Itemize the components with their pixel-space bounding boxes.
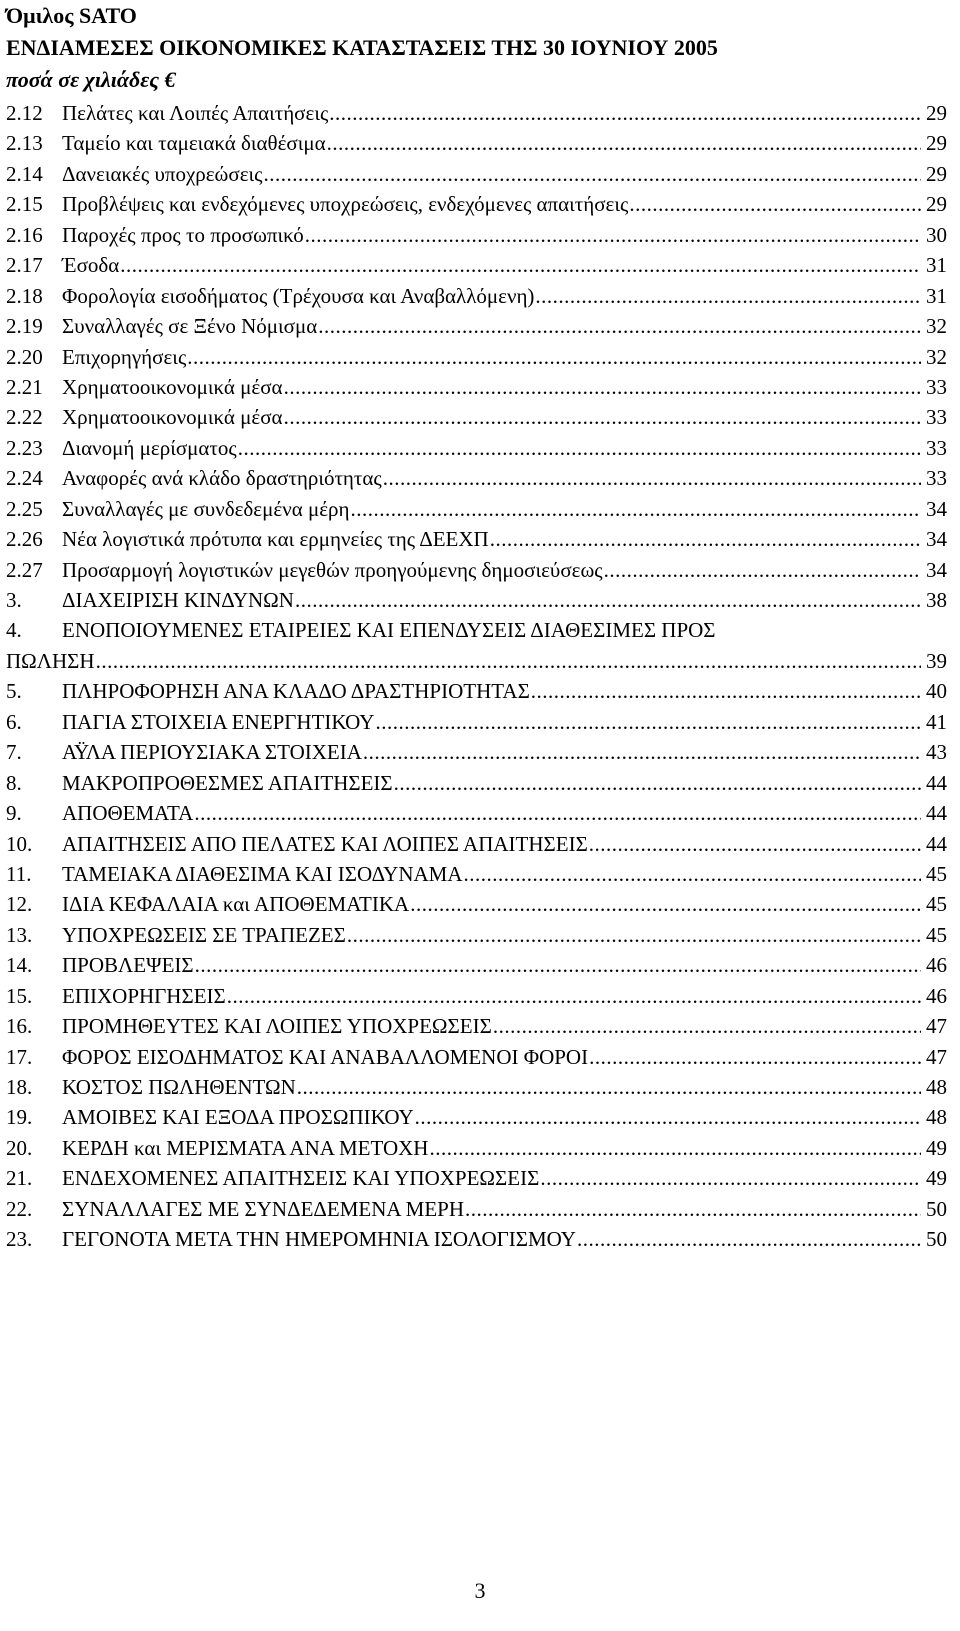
toc-entry-label: Επιχορηγήσεις	[62, 344, 187, 369]
toc-dot-leader	[305, 220, 921, 250]
toc-dot-leader	[493, 1011, 921, 1041]
toc-dot-leader	[120, 250, 921, 280]
toc-entry-page: 39	[926, 648, 947, 673]
toc-entry-label: Προσαρμογή λογιστικών μεγεθών προηγούμενης δημοσιεύσεως	[62, 557, 603, 582]
toc-entry-page: 45	[926, 861, 947, 886]
toc-entry-label: Έσοδα	[62, 253, 120, 278]
toc-entry[interactable]	[6, 859, 947, 889]
toc-entry-label: ΠΡΟΒΛΕΨΕΙΣ	[62, 953, 194, 978]
toc-dot-leader	[577, 1224, 921, 1254]
toc-entry[interactable]	[6, 615, 947, 645]
toc-entry[interactable]	[6, 768, 947, 798]
toc-entry[interactable]	[6, 829, 947, 859]
toc-dot-leader	[589, 829, 921, 859]
toc-dot-leader	[96, 646, 921, 676]
toc-entry-number: 10.	[6, 831, 33, 856]
toc-entry-number: 4.	[6, 618, 22, 643]
toc-dot-leader	[327, 128, 921, 158]
toc-entry-page: 33	[926, 405, 947, 430]
toc-entry-number: 2.27	[6, 557, 43, 582]
toc-entry-page: 50	[926, 1196, 947, 1221]
toc-entry-number: 15.	[6, 983, 33, 1008]
toc-entry-label: ΜΑΚΡΟΠΡΟΘΕΣΜΕΣ ΑΠΑΙΤΗΣΕΙΣ	[62, 770, 393, 795]
toc-entry-number: 21.	[6, 1166, 33, 1191]
toc-entry[interactable]	[6, 189, 947, 219]
company-name: Όμιλος SATO	[6, 3, 137, 28]
toc-dot-leader	[375, 707, 921, 737]
toc-dot-leader	[318, 311, 921, 341]
toc-entry[interactable]	[6, 1011, 947, 1041]
toc-entry-page: 40	[926, 679, 947, 704]
toc-entry-number: 2.22	[6, 405, 43, 430]
toc-dot-leader	[535, 281, 921, 311]
toc-entry-number: 2.24	[6, 466, 43, 491]
toc-entry[interactable]	[6, 98, 947, 128]
toc-entry-page: 43	[926, 740, 947, 765]
toc-dot-leader	[329, 98, 921, 128]
toc-dot-leader	[429, 1133, 921, 1163]
toc-dot-leader	[263, 159, 921, 189]
toc-entry-number: 2.26	[6, 527, 43, 552]
toc-entry-label: Νέα λογιστικά πρότυπα και ερμηνείες της ΔΕΕΧΠ	[62, 527, 489, 552]
toc-entry[interactable]	[6, 220, 947, 250]
toc-dot-leader	[238, 433, 921, 463]
toc-entry-label: ΠΡΟΜΗΘΕΥΤΕΣ ΚΑΙ ΛΟΙΠΕΣ ΥΠΟΧΡΕΩΣΕΙΣ	[62, 1014, 492, 1039]
toc-entry[interactable]	[6, 798, 947, 828]
toc-entry[interactable]	[6, 402, 947, 432]
document-title: ΕΝΔΙΑΜΕΣΕΣ ΟΙΚΟΝΟΜΙΚΕΣ ΚΑΤΑΣΤΑΣΕΙΣ ΤΗΣ 30 ΙΟΥΝΙΟΥ 2005	[6, 35, 718, 60]
toc-entry-number: 23.	[6, 1227, 33, 1252]
toc-entry-label: Ταμείο και ταμειακά διαθέσιμα	[62, 131, 326, 156]
toc-entry-page: 34	[926, 527, 947, 552]
toc-entry[interactable]	[6, 585, 947, 615]
toc-entry[interactable]	[6, 1194, 947, 1224]
toc-entry[interactable]	[6, 524, 947, 554]
toc-entry-label: Φορολογία εισοδήματος (Τρέχουσα και Αναβαλλόμενη)	[62, 283, 535, 308]
toc-entry-page: 49	[926, 1135, 947, 1160]
toc-entry-number: 16.	[6, 1014, 33, 1039]
toc-entry[interactable]	[6, 372, 947, 402]
toc-entry-page: 49	[926, 1166, 947, 1191]
toc-dot-leader	[490, 524, 921, 554]
toc-entry-label-continuation: ΠΩΛΗΣΗ	[6, 648, 95, 673]
toc-entry-label: ΕΝΔΕΧΟΜΕΝΕΣ ΑΠΑΙΤΗΣΕΙΣ ΚΑΙ ΥΠΟΧΡΕΩΣΕΙΣ	[62, 1166, 540, 1191]
toc-entry-label: ΤΑΜΕΙΑΚΑ ΔΙΑΘΕΣΙΜΑ ΚΑΙ ΙΣΟΔΥΝΑΜΑ	[62, 861, 463, 886]
toc-entry[interactable]	[6, 342, 947, 372]
toc-entry-page: 38	[926, 588, 947, 612]
toc-entry-number: 2.23	[6, 435, 43, 460]
toc-entry-label: ΑΜΟΙΒΕΣ ΚΑΙ ΕΞΟΔΑ ΠΡΟΣΩΠΙΚΟΥ	[62, 1105, 414, 1130]
toc-entry-page: 29	[926, 161, 947, 186]
toc-entry[interactable]	[6, 311, 947, 341]
toc-entry-page: 46	[926, 983, 947, 1008]
toc-dot-leader	[227, 981, 921, 1011]
toc-entry-number: 12.	[6, 892, 33, 917]
toc-entry-number: 2.19	[6, 314, 43, 339]
toc-entry-number: 2.16	[6, 222, 43, 247]
toc-entry-label: ΚΕΡΔΗ και ΜΕΡΙΣΜΑΤΑ ΑΝΑ ΜΕΤΟΧΗ	[62, 1135, 429, 1160]
toc-entry-label: ΠΛΗΡΟΦΟΡΗΣΗ ΑΝΑ ΚΛΑΔΟ ΔΡΑΣΤΗΡΙΟΤΗΤΑΣ	[62, 679, 530, 704]
toc-entry[interactable]	[6, 463, 947, 493]
toc-entry-label: Διανομή μερίσματος	[62, 435, 237, 460]
toc-entry[interactable]	[6, 281, 947, 311]
toc-entry-label: ΑΠΟΘΕΜΑΤΑ	[62, 801, 194, 826]
toc-entry-page: 29	[926, 192, 947, 217]
toc-entry-number: 18.	[6, 1075, 33, 1099]
toc-entry-number: 7.	[6, 740, 22, 765]
toc-entry-label: Χρηματοοικονομικά μέσα	[62, 374, 283, 399]
toc-entry[interactable]	[6, 889, 947, 919]
toc-entry-label: ΔΙΑΧΕΙΡΙΣΗ ΚΙΝΔΥΝΩΝ	[62, 588, 294, 612]
toc-entry[interactable]	[6, 981, 947, 1011]
toc-entry-page: 47	[926, 1044, 947, 1069]
toc-entry-page: 32	[926, 314, 947, 339]
toc-dot-leader	[383, 463, 921, 493]
toc-entry[interactable]	[6, 676, 947, 706]
toc-entry-label: ΠΑΓΙΑ ΣΤΟΙΧΕΙΑ ΕΝΕΡΓΗΤΙΚΟΥ	[62, 709, 375, 734]
toc-entry-page: 31	[926, 283, 947, 308]
toc-entry-label: ΕΠΙΧΟΡΗΓΗΣΕΙΣ	[62, 983, 226, 1008]
toc-dot-leader	[589, 1042, 921, 1072]
toc-entry[interactable]	[6, 707, 947, 737]
toc-entry-number: 17.	[6, 1044, 33, 1069]
toc-entry-label: Συναλλαγές με συνδεδεμένα μέρη	[62, 496, 350, 521]
toc-entry-continuation[interactable]	[6, 646, 947, 676]
toc-entry-number: 2.25	[6, 496, 43, 521]
toc-entry-number: 14.	[6, 953, 33, 978]
toc-entry-page: 34	[926, 557, 947, 582]
toc-dot-leader	[284, 402, 921, 432]
toc-entry-page: 29	[926, 131, 947, 156]
toc-dot-leader	[415, 1102, 921, 1132]
page-number: 3	[474, 1578, 486, 1603]
toc-entry-number: 2.14	[6, 161, 43, 186]
toc-dot-leader	[187, 342, 921, 372]
toc-entry[interactable]	[6, 1072, 947, 1102]
toc-entry-label: ΚΟΣΤΟΣ ΠΩΛΗΘΕΝΤΩΝ	[62, 1075, 296, 1099]
toc-entry-number: 22.	[6, 1196, 33, 1221]
toc-entry-label: ΙΔΙΑ ΚΕΦΑΛΑΙΑ και ΑΠΟΘΕΜΑΤΙΚΑ	[62, 892, 410, 917]
toc-dot-leader	[284, 372, 921, 402]
toc-entry-number: 5.	[6, 679, 22, 704]
toc-entry-label: ΥΠΟΧΡΕΩΣΕΙΣ ΣΕ ΤΡΑΠΕΖΕΣ	[62, 922, 346, 947]
toc-entry-number: 2.13	[6, 131, 43, 156]
toc-entry-number: 20.	[6, 1135, 33, 1160]
document-header	[6, 0, 946, 96]
toc-dot-leader	[347, 920, 921, 950]
toc-entry[interactable]	[6, 555, 947, 585]
toc-entry-page: 48	[926, 1105, 947, 1130]
toc-entry[interactable]	[6, 737, 947, 767]
toc-entry[interactable]	[6, 433, 947, 463]
toc-entry-number: 2.17	[6, 253, 43, 278]
toc-dot-leader	[531, 676, 921, 706]
toc-entry-page: 34	[926, 496, 947, 521]
toc-entry[interactable]	[6, 250, 947, 280]
toc-entry-page: 46	[926, 953, 947, 978]
toc-entry-number: 13.	[6, 922, 33, 947]
toc-entry-page: 32	[926, 344, 947, 369]
toc-entry-label: Προβλέψεις και ενδεχόμενες υποχρεώσεις, ενδεχόμενες απαιτήσεις	[62, 192, 629, 217]
toc-entry-label: ΕΝΟΠΟΙΟΥΜΕΝΕΣ ΕΤΑΙΡΕΙΕΣ ΚΑΙ ΕΠΕΝΔΥΣΕΙΣ ΔΙΑΘΕΣΙΜΕΣ ΠΡΟΣ	[62, 618, 716, 643]
table-of-contents	[6, 98, 947, 1255]
toc-entry-label: Παροχές προς το προσωπικό	[62, 222, 304, 247]
toc-entry-number: 9.	[6, 801, 22, 826]
toc-entry-label: ΑΠΑΙΤΗΣΕΙΣ ΑΠΟ ΠΕΛΑΤΕΣ ΚΑΙ ΛΟΙΠΕΣ ΑΠΑΙΤΗΣΕΙΣ	[62, 831, 588, 856]
toc-entry[interactable]	[6, 494, 947, 524]
toc-entry-page: 50	[926, 1227, 947, 1252]
toc-dot-leader	[540, 1163, 921, 1193]
toc-entry[interactable]	[6, 1224, 947, 1254]
toc-entry-number: 6.	[6, 709, 22, 734]
toc-dot-leader	[350, 494, 921, 524]
toc-dot-leader	[464, 859, 922, 889]
toc-entry-label: Συναλλαγές σε Ξένο Νόμισμα	[62, 314, 318, 339]
toc-entry-page: 31	[926, 253, 947, 278]
toc-entry-label: Χρηματοοικονομικά μέσα	[62, 405, 283, 430]
toc-dot-leader	[604, 555, 921, 585]
toc-entry-label: ΣΥΝΑΛΛΑΓΕΣ ΜΕ ΣΥΝΔΕΔΕΜΕΝΑ ΜΕΡΗ	[62, 1196, 465, 1221]
toc-entry-page: 33	[926, 435, 947, 460]
toc-entry-number: 2.15	[6, 192, 43, 217]
toc-entry-number: 2.18	[6, 283, 43, 308]
toc-entry-number: 2.12	[6, 101, 43, 125]
toc-entry-page: 45	[926, 922, 947, 947]
toc-dot-leader	[410, 889, 921, 919]
toc-dot-leader	[363, 737, 921, 767]
toc-entry-page: 44	[926, 801, 947, 826]
toc-entry[interactable]	[6, 1133, 947, 1163]
toc-entry-page: 30	[926, 222, 947, 247]
toc-entry-label: ΦΟΡΟΣ ΕΙΣΟΔΗΜΑΤΟΣ ΚΑΙ ΑΝΑΒΑΛΛΟΜΕΝΟΙ ΦΟΡΟΙ	[62, 1044, 589, 1069]
toc-dot-leader	[295, 585, 921, 615]
toc-entry[interactable]	[6, 128, 947, 158]
toc-entry-page: 41	[926, 709, 947, 734]
toc-entry-number: 3.	[6, 588, 22, 612]
toc-entry-label: Δανειακές υποχρεώσεις	[62, 161, 263, 186]
toc-dot-leader	[629, 189, 921, 219]
toc-entry[interactable]	[6, 159, 947, 189]
toc-entry-page: 29	[926, 101, 947, 125]
toc-entry[interactable]	[6, 1042, 947, 1072]
toc-entry[interactable]	[6, 1163, 947, 1193]
toc-entry[interactable]	[6, 950, 947, 980]
toc-dot-leader	[194, 798, 921, 828]
toc-dot-leader	[465, 1194, 921, 1224]
toc-entry-page: 33	[926, 374, 947, 399]
toc-entry-label: ΓΕΓΟΝΟΤΑ ΜΕΤΑ ΤΗΝ ΗΜΕΡΟΜΗΝΙΑ ΙΣΟΛΟΓΙΣΜΟΥ	[62, 1227, 576, 1252]
toc-entry-label: ΑΫΛΑ ΠΕΡΙΟΥΣΙΑΚΑ ΣΤΟΙΧΕΙΑ	[62, 740, 362, 765]
toc-entry-page: 33	[926, 466, 947, 491]
toc-entry-label: Αναφορές ανά κλάδο δραστηριότητας	[62, 466, 382, 491]
toc-entry[interactable]	[6, 920, 947, 950]
toc-entry-page: 44	[926, 831, 947, 856]
toc-dot-leader	[195, 950, 921, 980]
toc-entry-page: 47	[926, 1014, 947, 1039]
toc-entry-number: 2.20	[6, 344, 43, 369]
toc-entry-number: 19.	[6, 1105, 33, 1130]
toc-entry-page: 45	[926, 892, 947, 917]
toc-entry[interactable]	[6, 1102, 947, 1132]
toc-entry-page: 48	[926, 1075, 947, 1099]
toc-entry-label: Πελάτες και Λοιπές Απαιτήσεις	[62, 101, 329, 125]
toc-dot-leader	[394, 768, 921, 798]
amounts-unit-note: ποσά σε χιλιάδες €	[6, 67, 176, 92]
toc-entry-number: 11.	[6, 861, 32, 886]
toc-entry-page: 44	[926, 770, 947, 795]
toc-entry-number: 2.21	[6, 374, 43, 399]
toc-dot-leader	[297, 1072, 921, 1102]
toc-entry-number: 8.	[6, 770, 22, 795]
